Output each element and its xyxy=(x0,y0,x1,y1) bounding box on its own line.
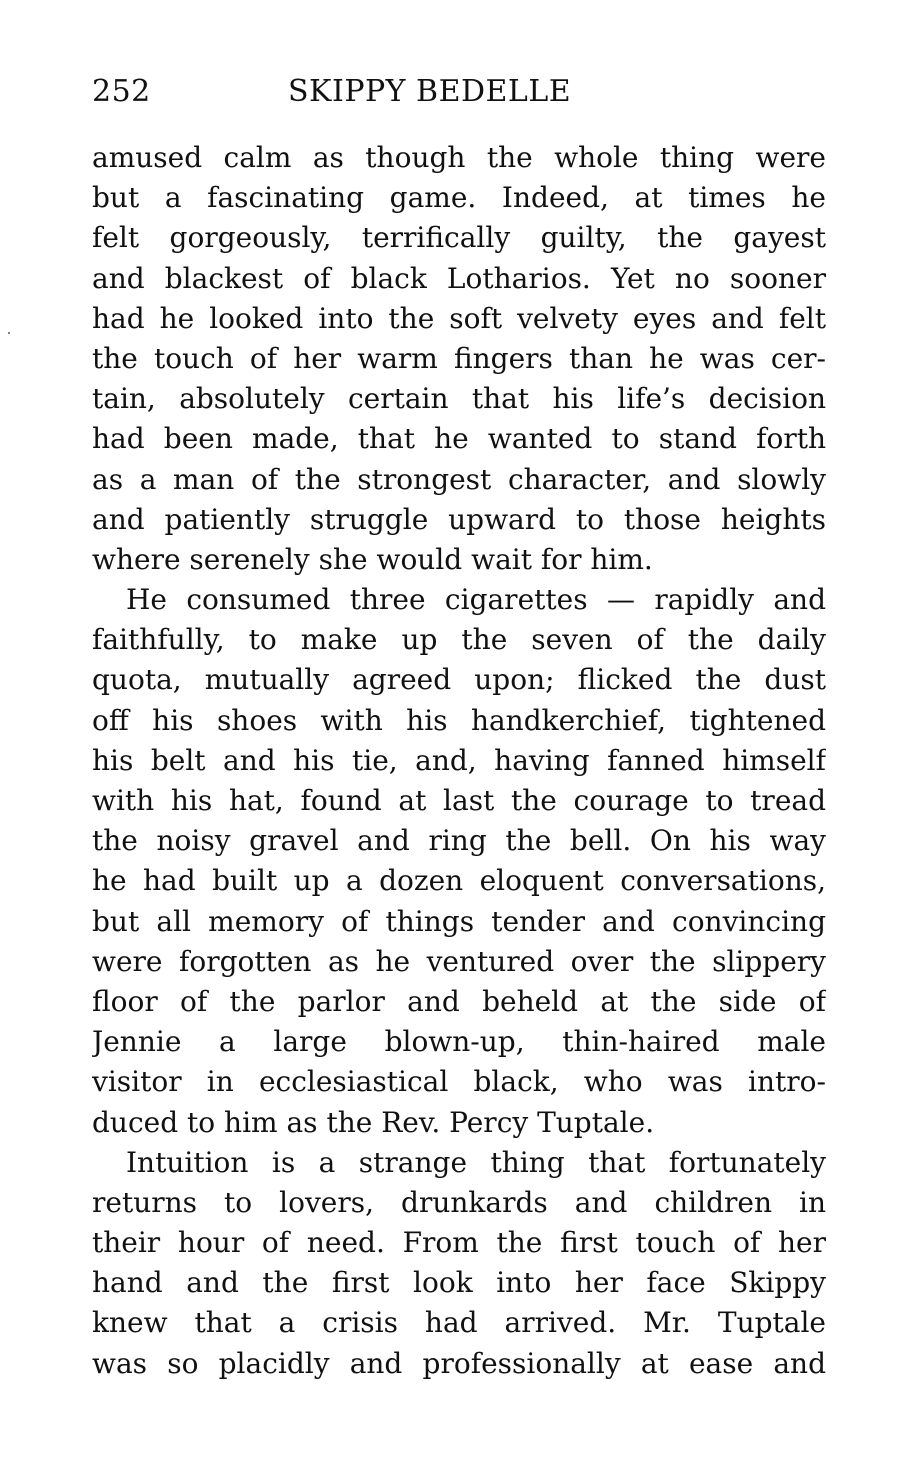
text-line: and blackest of black Lotharios. Yet no sooner xyxy=(92,261,826,295)
text-line: knew that a crisis had arrived. Mr. Tuptale xyxy=(92,1306,826,1340)
page-number: 252 xyxy=(92,74,151,109)
margin-speck xyxy=(8,332,10,334)
text-line: with his hat, found at last the courage to tread xyxy=(92,784,826,817)
page-header xyxy=(92,70,826,114)
text-line: was so placidly and professionally at ease and xyxy=(92,1346,826,1380)
text-line: as a man of the strongest character, and slowly xyxy=(92,462,826,496)
text-line: his belt and his tie, and, having fanned himself xyxy=(92,743,826,777)
text-line: floor of the parlor and beheld at the side of xyxy=(92,984,826,1018)
text-line: but a fascinating game. Indeed, at times he xyxy=(92,181,826,215)
text-line: he had built up a dozen eloquent conversations, xyxy=(92,864,826,898)
text-line: felt gorgeously, terrifically guilty, the gayest xyxy=(92,221,826,255)
text-line: but all memory of things tender and convincing xyxy=(92,904,826,938)
text-line: the touch of her warm fingers than he was cer- xyxy=(92,341,826,375)
text-line: duced to him as the Rev. Percy Tuptale. xyxy=(92,1105,655,1139)
text-line: visitor in ecclesiastical black, who was intro- xyxy=(92,1065,826,1099)
running-title: SKIPPY BEDELLE xyxy=(288,74,572,109)
text-line: tain, absolutely certain that his life’s decision xyxy=(92,382,826,416)
text-line: off his shoes with his handkerchief, tightened xyxy=(92,703,826,737)
text-line: Intuition is a strange thing that fortunately xyxy=(126,1145,826,1179)
text-line: were forgotten as he ventured over the slippery xyxy=(92,944,826,978)
text-line: their hour of need. From the first touch of her xyxy=(92,1226,826,1260)
text-line: had been made, that he wanted to stand forth xyxy=(92,422,826,456)
text-line: quota, mutually agreed upon; flicked the dust xyxy=(92,663,826,697)
body-text xyxy=(92,138,826,1384)
text-line: faithfully, to make up the seven of the daily xyxy=(92,623,826,657)
text-line: had he looked into the soft velvety eyes and felt xyxy=(92,301,826,335)
text-line: returns to lovers, drunkards and children in xyxy=(92,1185,826,1219)
text-line: and patiently struggle upward to those heights xyxy=(92,502,826,536)
text-line: hand and the first look into her face Skippy xyxy=(92,1266,826,1300)
text-line: Jennie a large blown-up, thin-haired male xyxy=(92,1025,826,1059)
text-line: amused calm as though the whole thing were xyxy=(92,141,826,174)
text-line: He consumed three cigarettes — rapidly and xyxy=(126,583,826,617)
text-line: where serenely she would wait for him. xyxy=(92,542,653,576)
text-line: the noisy gravel and ring the bell. On his way xyxy=(92,824,826,858)
